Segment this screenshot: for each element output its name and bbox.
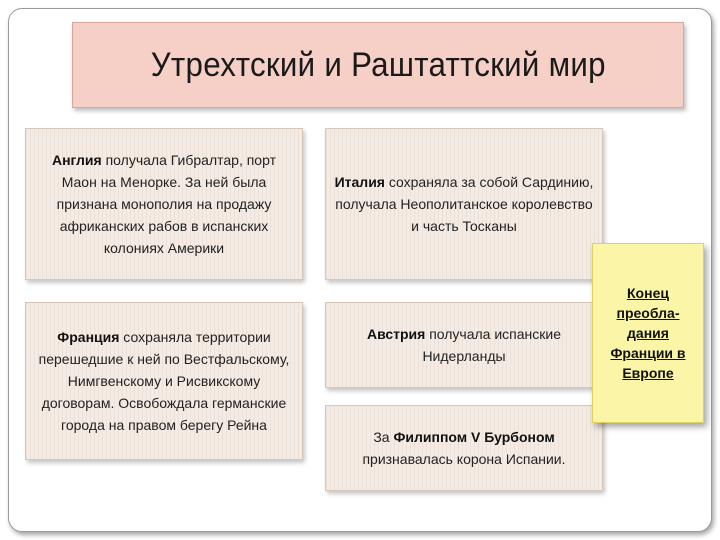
philip-card: [325, 405, 603, 491]
philip-description: признавалась корона Испании.: [362, 451, 566, 467]
conclusion-text: Конец преобла-дания Франции в Европе: [610, 285, 686, 381]
italy-text: [334, 171, 594, 237]
france-card: [25, 302, 303, 460]
france-country: Франция: [57, 329, 120, 345]
conclusion-note: [592, 243, 704, 423]
italy-card: [325, 128, 603, 280]
philip-text: [334, 426, 594, 470]
philip-name: Филиппом V Бурбоном: [393, 429, 555, 445]
italy-country: Италия: [334, 174, 385, 190]
title-box: [72, 22, 684, 108]
england-country: Англия: [51, 152, 102, 168]
philip-prefix: За: [373, 429, 394, 445]
england-text: [34, 149, 294, 259]
austria-description: получала испанские Нидерланды: [422, 326, 562, 364]
italy-description: сохраняла за собой Сардинию, получала Неополитанское королевство и часть Тосканы: [335, 174, 594, 234]
france-description: сохраняла территории перешедшие к ней по Вестфальскому, Нимгвенскому и Рисвикскому договорам. Освобождала германские города на правом берегу Рейна: [38, 329, 290, 433]
england-description: получала Гибралтар, порт Маон на Менорке. За ней была признана монополия на продажу африканских рабов в испанских колониях Америки: [56, 152, 276, 256]
austria-text: [334, 323, 594, 367]
england-card: [25, 128, 303, 280]
france-text: [34, 326, 294, 436]
austria-country: Австрия: [366, 326, 426, 342]
austria-card: [325, 302, 603, 388]
slide-title: Утрехтский и Раштаттский мир: [150, 45, 606, 84]
